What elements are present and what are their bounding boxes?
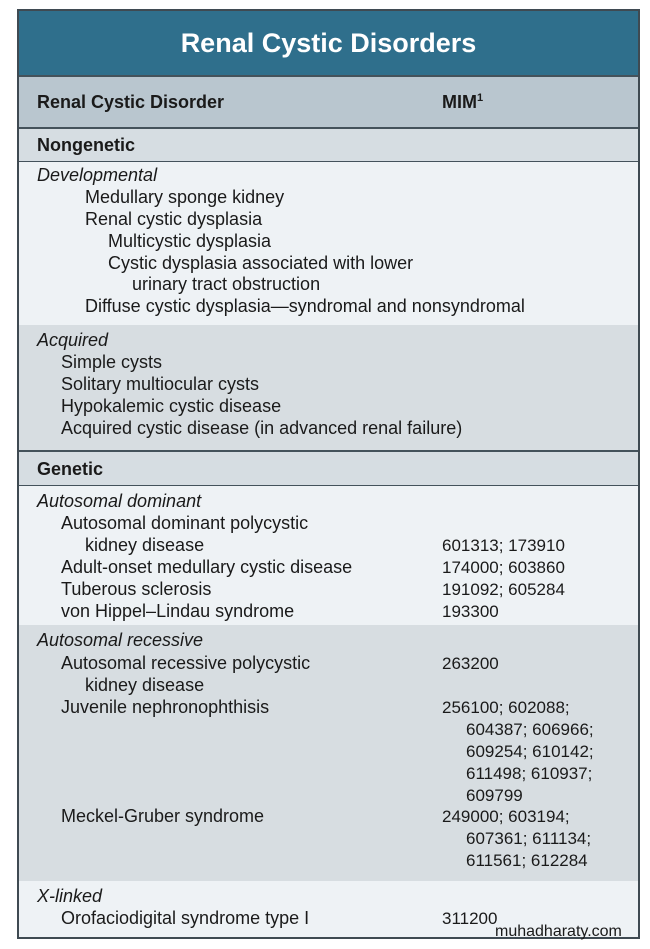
mim-value: 604387; 606966;: [466, 720, 594, 739]
list-item: Juvenile nephronophthisis: [61, 697, 270, 717]
mim-value: 609254; 610142;: [466, 742, 594, 761]
column-header-disorder: Renal Cystic Disorder: [37, 92, 225, 112]
list-item: Cystic dysplasia associated with lower: [108, 253, 414, 273]
list-item: Meckel-Gruber syndrome: [61, 806, 265, 826]
mim-value: 311200: [442, 909, 498, 928]
mim-value: 611498; 610937;: [466, 764, 593, 783]
list-item: kidney disease: [85, 675, 205, 695]
list-item: Adult-onset medullary cystic disease: [61, 557, 353, 577]
watermark-text: muhadharaty.com: [495, 923, 622, 940]
list-item: Multicystic dysplasia: [108, 231, 272, 251]
group-acquired: [19, 325, 638, 450]
group-autosomal-recessive: [19, 625, 638, 881]
section-genetic: [19, 450, 638, 486]
mim-value: 191092; 605284: [442, 580, 565, 599]
group-developmental: [19, 162, 638, 325]
list-item: urinary tract obstruction: [132, 274, 321, 294]
group-label: Acquired: [37, 330, 109, 350]
group-label: Developmental: [37, 165, 158, 185]
list-item: Hypokalemic cystic disease: [61, 396, 282, 416]
column-header-row: [19, 75, 638, 129]
mim-value: 249000; 603194;: [442, 807, 570, 826]
list-item: Simple cysts: [61, 352, 163, 372]
list-item: Renal cystic dysplasia: [85, 209, 263, 229]
section-nongenetic: [19, 127, 638, 162]
group-label: Autosomal dominant: [37, 491, 202, 511]
list-item: Autosomal dominant polycystic: [61, 513, 309, 533]
group-label: Autosomal recessive: [37, 630, 204, 650]
mim-value: 174000; 603860: [442, 558, 565, 577]
table-title: Renal Cystic Disorders: [19, 11, 638, 75]
list-item: Solitary multiocular cysts: [61, 374, 260, 394]
list-item: Tuberous sclerosis: [61, 579, 212, 599]
list-item: Acquired cystic disease (in advanced renal failure): [61, 418, 463, 438]
section-heading: Nongenetic: [37, 135, 136, 155]
mim-value: 256100; 602088;: [442, 698, 570, 717]
table-frame: [17, 9, 640, 939]
mim-value: 263200: [442, 654, 499, 673]
list-item: Orofaciodigital syndrome type I: [61, 908, 310, 928]
mim-value: 611561; 612284: [466, 851, 588, 870]
mim-value: 601313; 173910: [442, 536, 565, 555]
mim-value: 607361; 611134;: [466, 829, 592, 848]
column-header-mim: MIM$^1$: [442, 92, 484, 112]
mim-value: 609799: [466, 786, 523, 805]
list-item: Diffuse cystic dysplasia—syndromal and nonsyndromal: [85, 296, 525, 316]
list-item: Autosomal recessive polycystic: [61, 653, 311, 673]
mim-value: 193300: [442, 602, 499, 621]
section-heading: Genetic: [37, 459, 104, 479]
group-autosomal-dominant: [19, 486, 638, 625]
group-label: X-linked: [37, 886, 103, 906]
list-item: Medullary sponge kidney: [85, 187, 285, 207]
list-item: kidney disease: [85, 535, 205, 555]
list-item: von Hippel–Lindau syndrome: [61, 601, 295, 621]
